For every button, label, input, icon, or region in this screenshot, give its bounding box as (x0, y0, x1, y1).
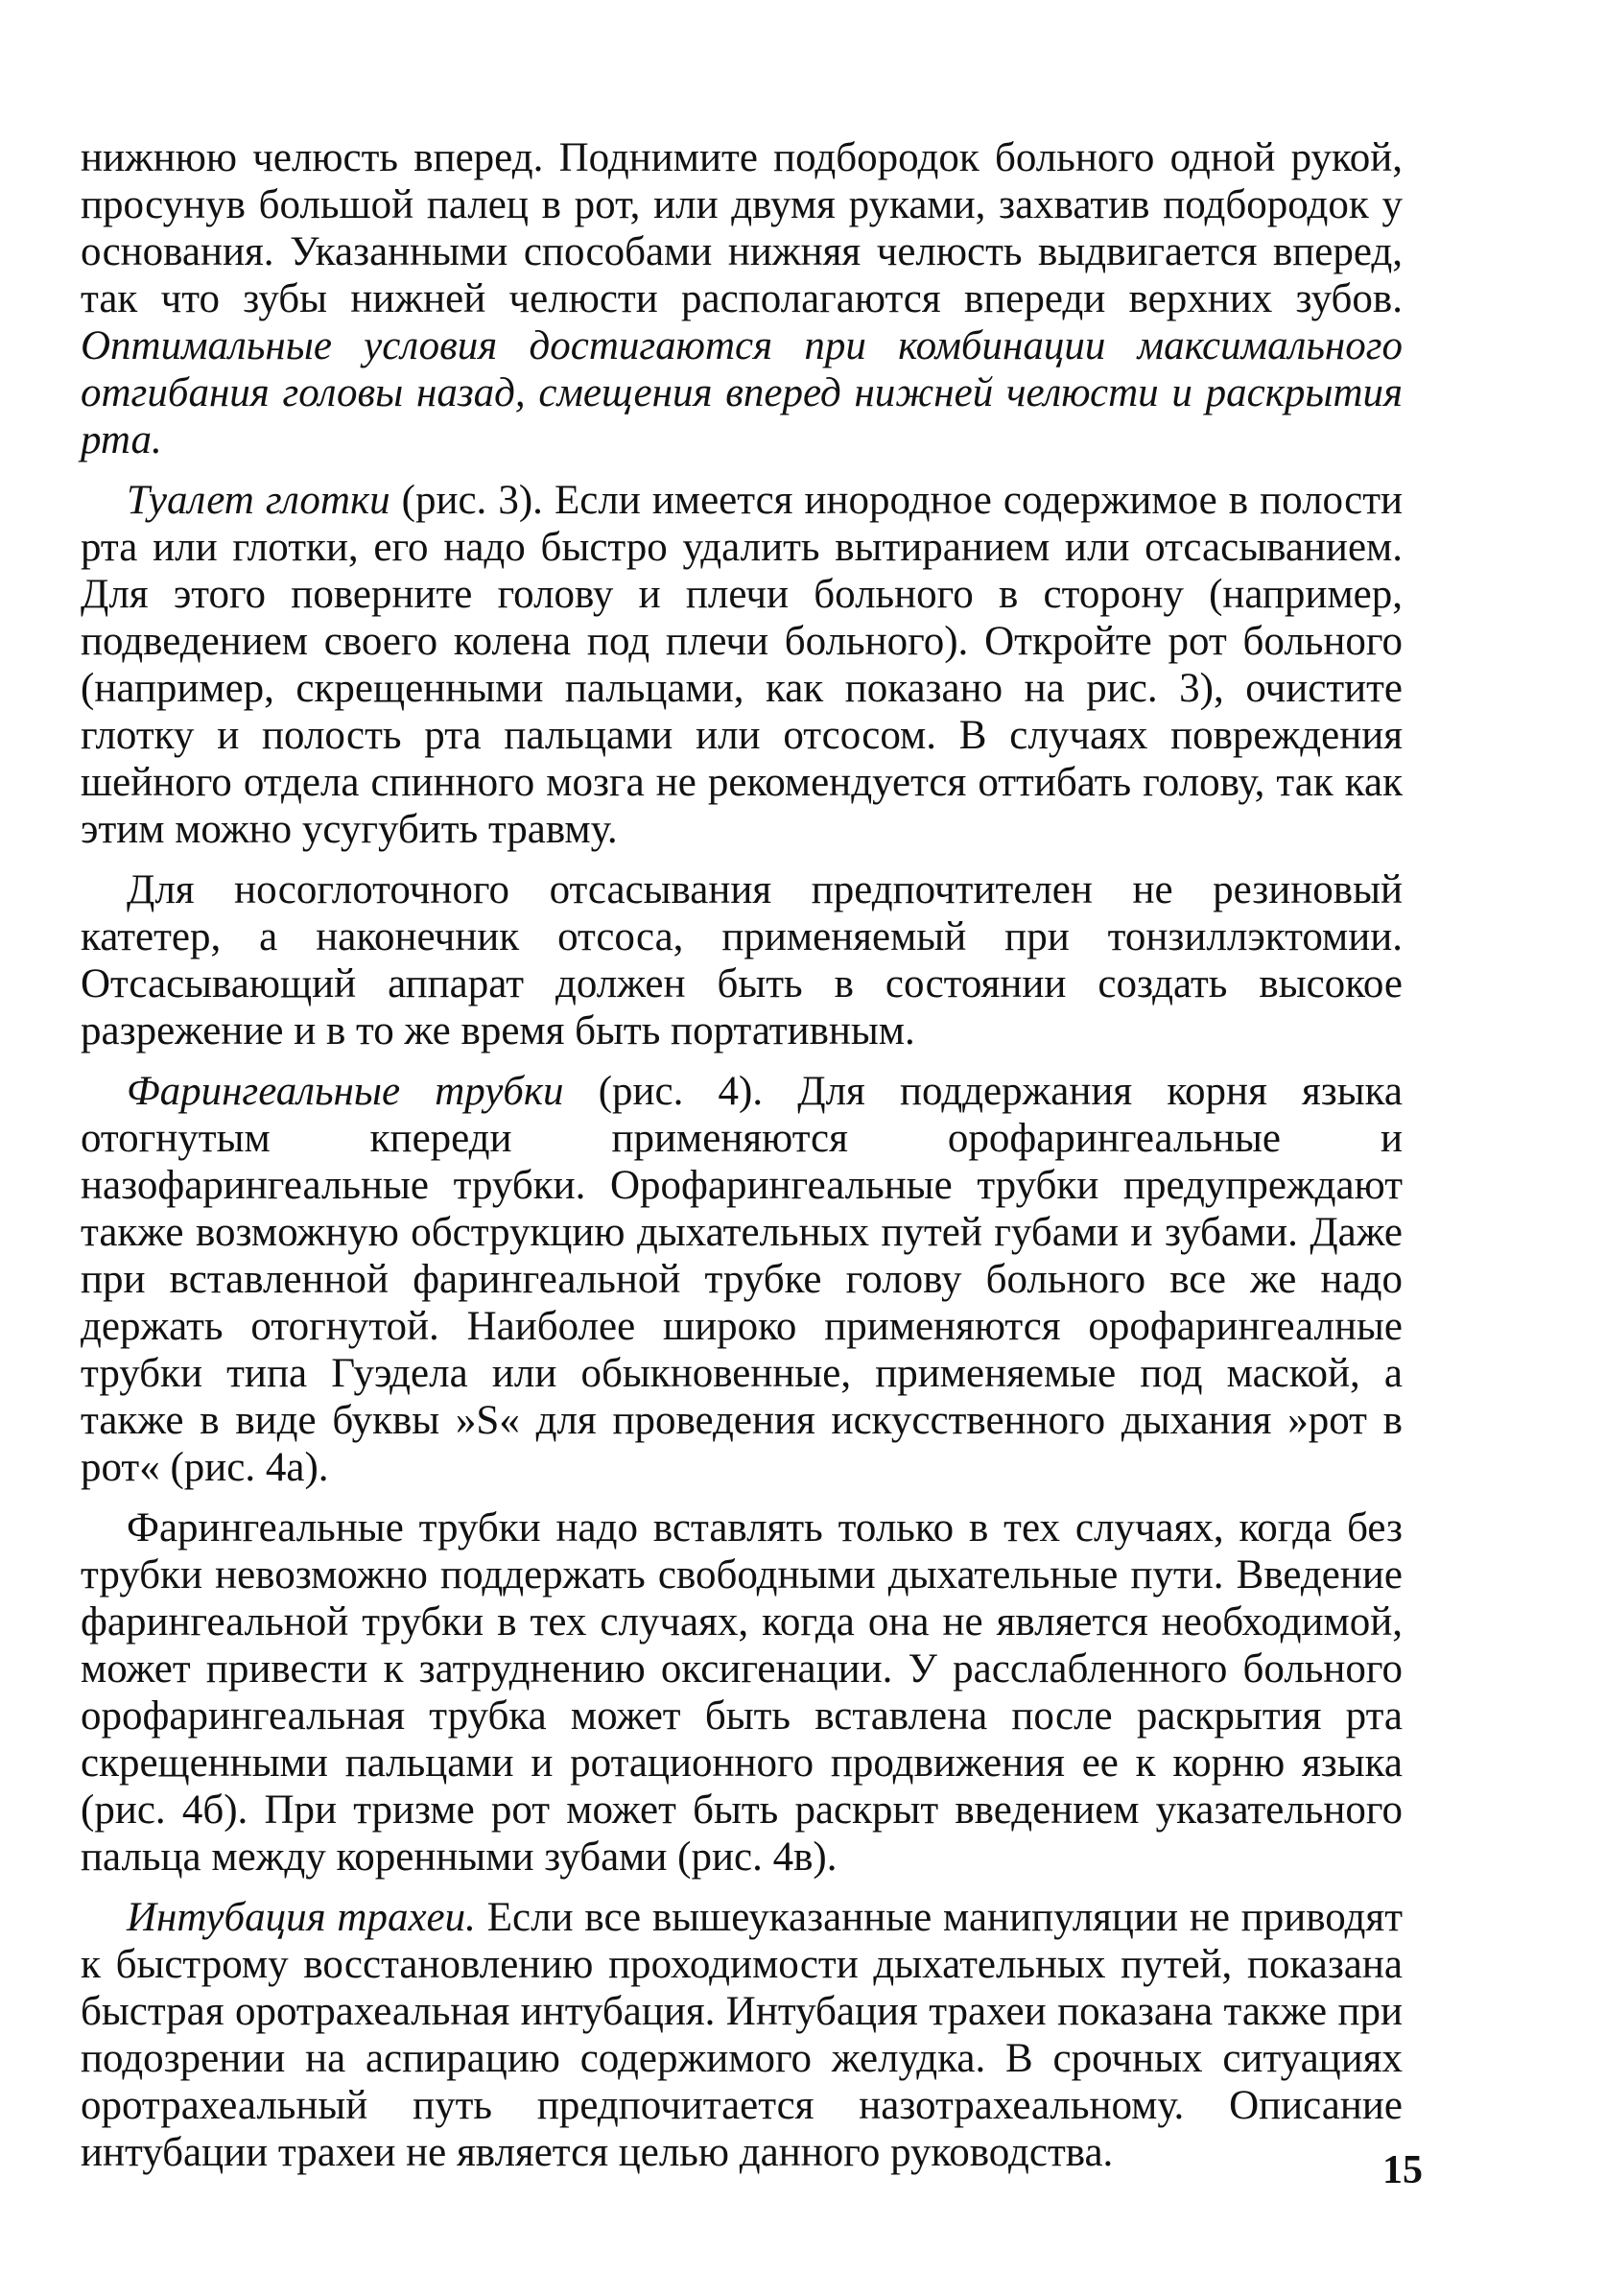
paragraph-jaw-thrust (81, 134, 1403, 463)
emphasis-text: Оптимальные условия достигаются при комбинации максимального отгибания головы назад, смещения вперед нижней челюсти и раскрытия рта. (81, 323, 1403, 462)
section-lead: Интубация трахеи. (127, 1895, 476, 1940)
page-body (81, 134, 1403, 2189)
section-lead: Туалет глотки (127, 478, 390, 523)
paragraph-text: Если все вышеуказанные манипуляции не приводят к быстрому восстановлению проходимости дыхательных путей, показана быстрая оротрахеальная интубация. Интубация трахеи показана также при подозрении на аспирацию содержимого желудка. В срочных ситуациях оротрахеальный путь предпочитается назотрахеальному. Описание интубации трахеи не является целью данного руководства. (81, 1895, 1403, 2175)
paragraph-tube-insertion (81, 1504, 1403, 1881)
page-number: 15 (1382, 2148, 1423, 2192)
paragraph-suction (81, 866, 1403, 1054)
paragraph-pharyngeal-tubes (81, 1068, 1403, 1491)
paragraph-text: Для носоглоточного отсасывания предпочтителен не резиновый катетер, а наконечник отсоса, применяемый при тонзиллэктомии. Отсасывающий аппарат должен быть в состоянии создать высокое разрежение и в то же время быть портативным. (81, 867, 1403, 1053)
section-lead: Фарингеальные трубки (127, 1069, 564, 1114)
paragraph-pharynx-toilet (81, 477, 1403, 853)
paragraph-text: (рис. 4). Для поддержания корня языка отогнутым кпереди применяются орофарингеальные и назофарингеальные трубки. Орофарингеальные трубки предупреждают также возможную обструкцию дыхательных путей губами и зубами. Даже при вставленной фарингеальной трубке голову больного все же надо держать отогнутой. Наиболее широко применяются орофарингеалные трубки типа Гуэдела или обыкновенные, применяемые под маской, а также в виде буквы »S« для проведения искусственного дыхания »рот в рот« (рис. 4а). (81, 1069, 1403, 1490)
paragraph-intubation (81, 1894, 1403, 2176)
paragraph-text: нижнюю челюсть вперед. Поднимите подбородок больного одной рукой, просунув большой палец в рот, или двумя руками, захватив подбородок у основания. Указанными способами нижняя челюсть выдвигается вперед, так что зубы нижней челюсти располагаются впереди верхних зубов. (81, 135, 1403, 321)
paragraph-text: (рис. 3). Если имеется инородное содержимое в полости рта или глотки, его надо быстро удалить вытиранием или отсасыванием. Для этого поверните голову и плечи больного в сторону (например, подведением своего колена под плечи больного). Откройте рот больного (например, скрещенными пальцами, как показано на рис. 3), очистите глотку и полость рта пальцами или отсосом. В случаях повреждения шейного отдела спинного мозга не рекомендуется оттибать голову, так как этим можно усугубить травму. (81, 478, 1403, 852)
paragraph-text: Фарингеальные трубки надо вставлять только в тех случаях, когда без трубки невозможно поддержать свободными дыхательные пути. Введение фарингеальной трубки в тех случаях, когда она не является необходимой, может привести к затруднению оксигенации. У расслабленного больного орофарингеальная трубка может быть вставлена после раскрытия рта скрещенными пальцами и ротационного продвижения ее к корню языка (рис. 4б). При тризме рот может быть раскрыт введением указательного пальца между коренными зубами (рис. 4в). (81, 1505, 1403, 1880)
